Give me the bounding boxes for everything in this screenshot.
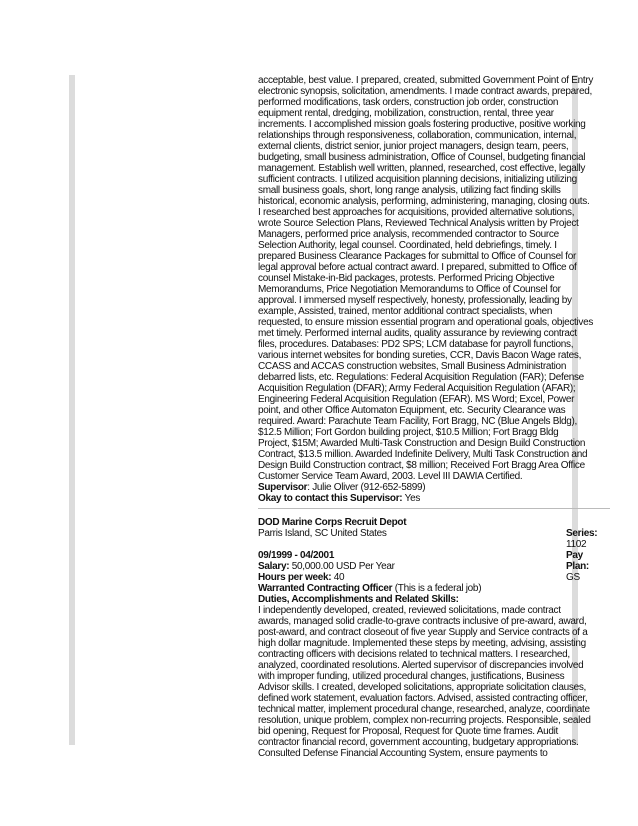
text-line: point, and other Office Automaton Equipment, etc. Security Clearance was [258, 405, 566, 416]
text-line: met timely. Performed internal audits, quality assurance by reviewing contract [258, 328, 577, 339]
text-line: external clients, district senior, junior project managers, design team, peers, [258, 141, 569, 152]
text-line: legal approval before actual contract award. I prepared, submitted to Office of [258, 262, 577, 273]
text-line: $12.5 Million; Fort Gordon building project, $10.5 Million; Fort Bragg Bldg [258, 427, 559, 438]
text-line: Engineering Federal Acquisition Regulation (EFAR). MS Word; Excel, Power [258, 394, 575, 405]
text-line: contracting officers with decisions related to technical matters. I researched, [258, 649, 570, 660]
text-line: requested, to ensure mission essential program and operational goals, objectives [258, 317, 594, 328]
text-line: Project, $15M; Awarded Multi-Task Construction and Design Build Construction [258, 438, 586, 449]
text-line: Customer Service Team Award, 2003. Level III DAWIA Certified. [258, 471, 523, 482]
supervisor-value: : Julie Oliver (912-652-5899) [307, 482, 426, 493]
text-line: defined work statement, evaluation factors. Advised, assisted contracting officer, [258, 693, 588, 704]
divider [258, 508, 610, 509]
text-line: Memorandums, Price Negotiation Memorandums to Office of Counsel for [258, 284, 561, 295]
text-line: I independently developed, created, reviewed solicitations, made contract [258, 605, 561, 616]
text-line: approval. I immersed myself respectively, honesty, professionally, leading by [258, 295, 572, 306]
text-line: Design Build Construction contract, $8 million; Received Fort Bragg Area Office [258, 460, 585, 471]
series-label: Series: [566, 528, 598, 539]
employer-name: DOD Marine Corps Recruit Depot [258, 517, 407, 528]
text-line: Contract, $13.5 million. Awarded Indefinite Delivery, Multi Task Construction and [258, 449, 588, 460]
left-margin-bar [69, 75, 75, 745]
employment-dates: 09/1999 - 04/2001 [258, 550, 335, 561]
text-line: required. Award: Parachute Team Facility, Fort Bragg, NC (Blue Angels Bldg), [258, 416, 578, 427]
pay-plan-label-1: Pay [566, 550, 583, 561]
text-line: CCASS and ACCAS construction websites, Small Business Administration [258, 361, 567, 372]
text-line: Consulted Defense Financial Accounting System, ensure payments to [258, 748, 548, 759]
text-line: bid opening, Request for Proposal, Request for Quote time frames. Audit [258, 726, 558, 737]
text-line: analyzed, coordinated resolutions. Alerted supervisor of discrepancies involved [258, 660, 584, 671]
contact-line [258, 493, 618, 504]
text-line: wrote Source Selection Plans, Reviewed Technical Analysis written by Project [258, 218, 579, 229]
duties-heading: Duties, Accomplishments and Related Skills: [258, 594, 459, 605]
salary-label: Salary: [258, 561, 290, 572]
text-line: equipment rental, dredging, mobilization, construction, rental, three year [258, 108, 554, 119]
pay-plan-value: GS [566, 572, 580, 583]
duties-text [258, 605, 618, 759]
pay-plan-label-2: Plan: [566, 561, 589, 572]
text-line: high dollar magnitude. Implemented these steps by meeting, advising, assisting [258, 638, 586, 649]
salary-value: 50,000.00 USD Per Year [289, 561, 395, 572]
contact-label: Okay to contact this Supervisor: [258, 493, 403, 504]
text-line: with improper funding, utilized procedural changes, justifications, Business [258, 671, 565, 682]
job-header [258, 517, 618, 583]
resume-content [258, 0, 618, 759]
text-line: Selection Authority, legal counsel. Coordinated, held debriefings, timely. I [258, 240, 557, 251]
text-line: debarred lists, etc. Regulations: Federal Acquisition Regulation (FAR); Defense [258, 372, 584, 383]
text-line: management. Establish well written, planned, researched, cost effective, legally [258, 163, 586, 174]
text-line: increments. I accomplished mission goals fostering productive, positive working [258, 119, 586, 130]
text-line: Managers, performed price analysis, recommended contractor to Source [258, 229, 559, 240]
job-title-note: (This is a federal job) [392, 583, 482, 594]
series-value: 1102 [566, 539, 587, 550]
hours-value: 40 [331, 572, 345, 583]
employer-location: Parris Island, SC United States [258, 528, 387, 539]
text-line: sufficient contracts. I utilized acquisition planning decisions, initializing utilizing [258, 174, 577, 185]
text-line: awards, managed solid cradle-to-grave contracts inclusive of pre-award, award, [258, 616, 587, 627]
supervisor-line [258, 482, 618, 493]
text-line: resolution, unique problem, complex non-recurring projects. Responsible, sealed [258, 715, 591, 726]
text-line: Acquisition Regulation (DFAR); Army Federal Acquisition Regulation (AFAR); [258, 383, 576, 394]
text-line: Advisor skills. I created, developed solicitations, appropriate solicitation clauses, [258, 682, 587, 693]
text-line: prepared Business Clearance Packages for submittal to Office of Counsel for [258, 251, 577, 262]
text-line: relationships through responsiveness, collaboration, communication, internal, [258, 130, 577, 141]
job-entry-previous [258, 75, 618, 482]
text-line: technical matter, implement procedural change, researched, analyze, coordinate [258, 704, 590, 715]
series-pay-plan-column [566, 528, 606, 583]
text-line: counsel Mistake-in-Bid packages, protests. Performed Pricing Objective [258, 273, 555, 284]
text-line: example, Assisted, trained, mentor additional contract specialists, when [258, 306, 553, 317]
hours-label: Hours per week: [258, 572, 332, 583]
text-line: budgeting, small business administration, Office of Counsel, budgeting financial [258, 152, 586, 163]
text-line: historical, economic analysis, performing, administering, managing, closing outs. [258, 196, 590, 207]
text-line: electronic synopsis, solicitation, amendments. I made contract awards, prepared, [258, 86, 592, 97]
job-title: Warranted Contracting Officer [258, 583, 393, 594]
supervisor-label: Supervisor [258, 482, 308, 493]
text-line: post-award, and contract closeout of five year Supply and Service contracts of a [258, 627, 588, 638]
text-line: contractor financial record, government accounting, budgetary appropriations. [258, 737, 579, 748]
text-line: acceptable, best value. I prepared, created, submitted Government Point of Entry [258, 75, 594, 86]
text-line: small business goals, short, long range analysis, utilizing fact finding skills [258, 185, 561, 196]
text-line: various internet websites for bonding sureties, CCR, Davis Bacon Wage rates, [258, 350, 582, 361]
text-line: performed modifications, task orders, construction job order, construction [258, 97, 559, 108]
text-line: I researched best approaches for acquisitions, provided alternative solutions, [258, 207, 575, 218]
text-line: files, procedures. Databases: PD2 SPS; LCM database for payroll functions, [258, 339, 574, 350]
contact-value: Yes [402, 493, 421, 504]
